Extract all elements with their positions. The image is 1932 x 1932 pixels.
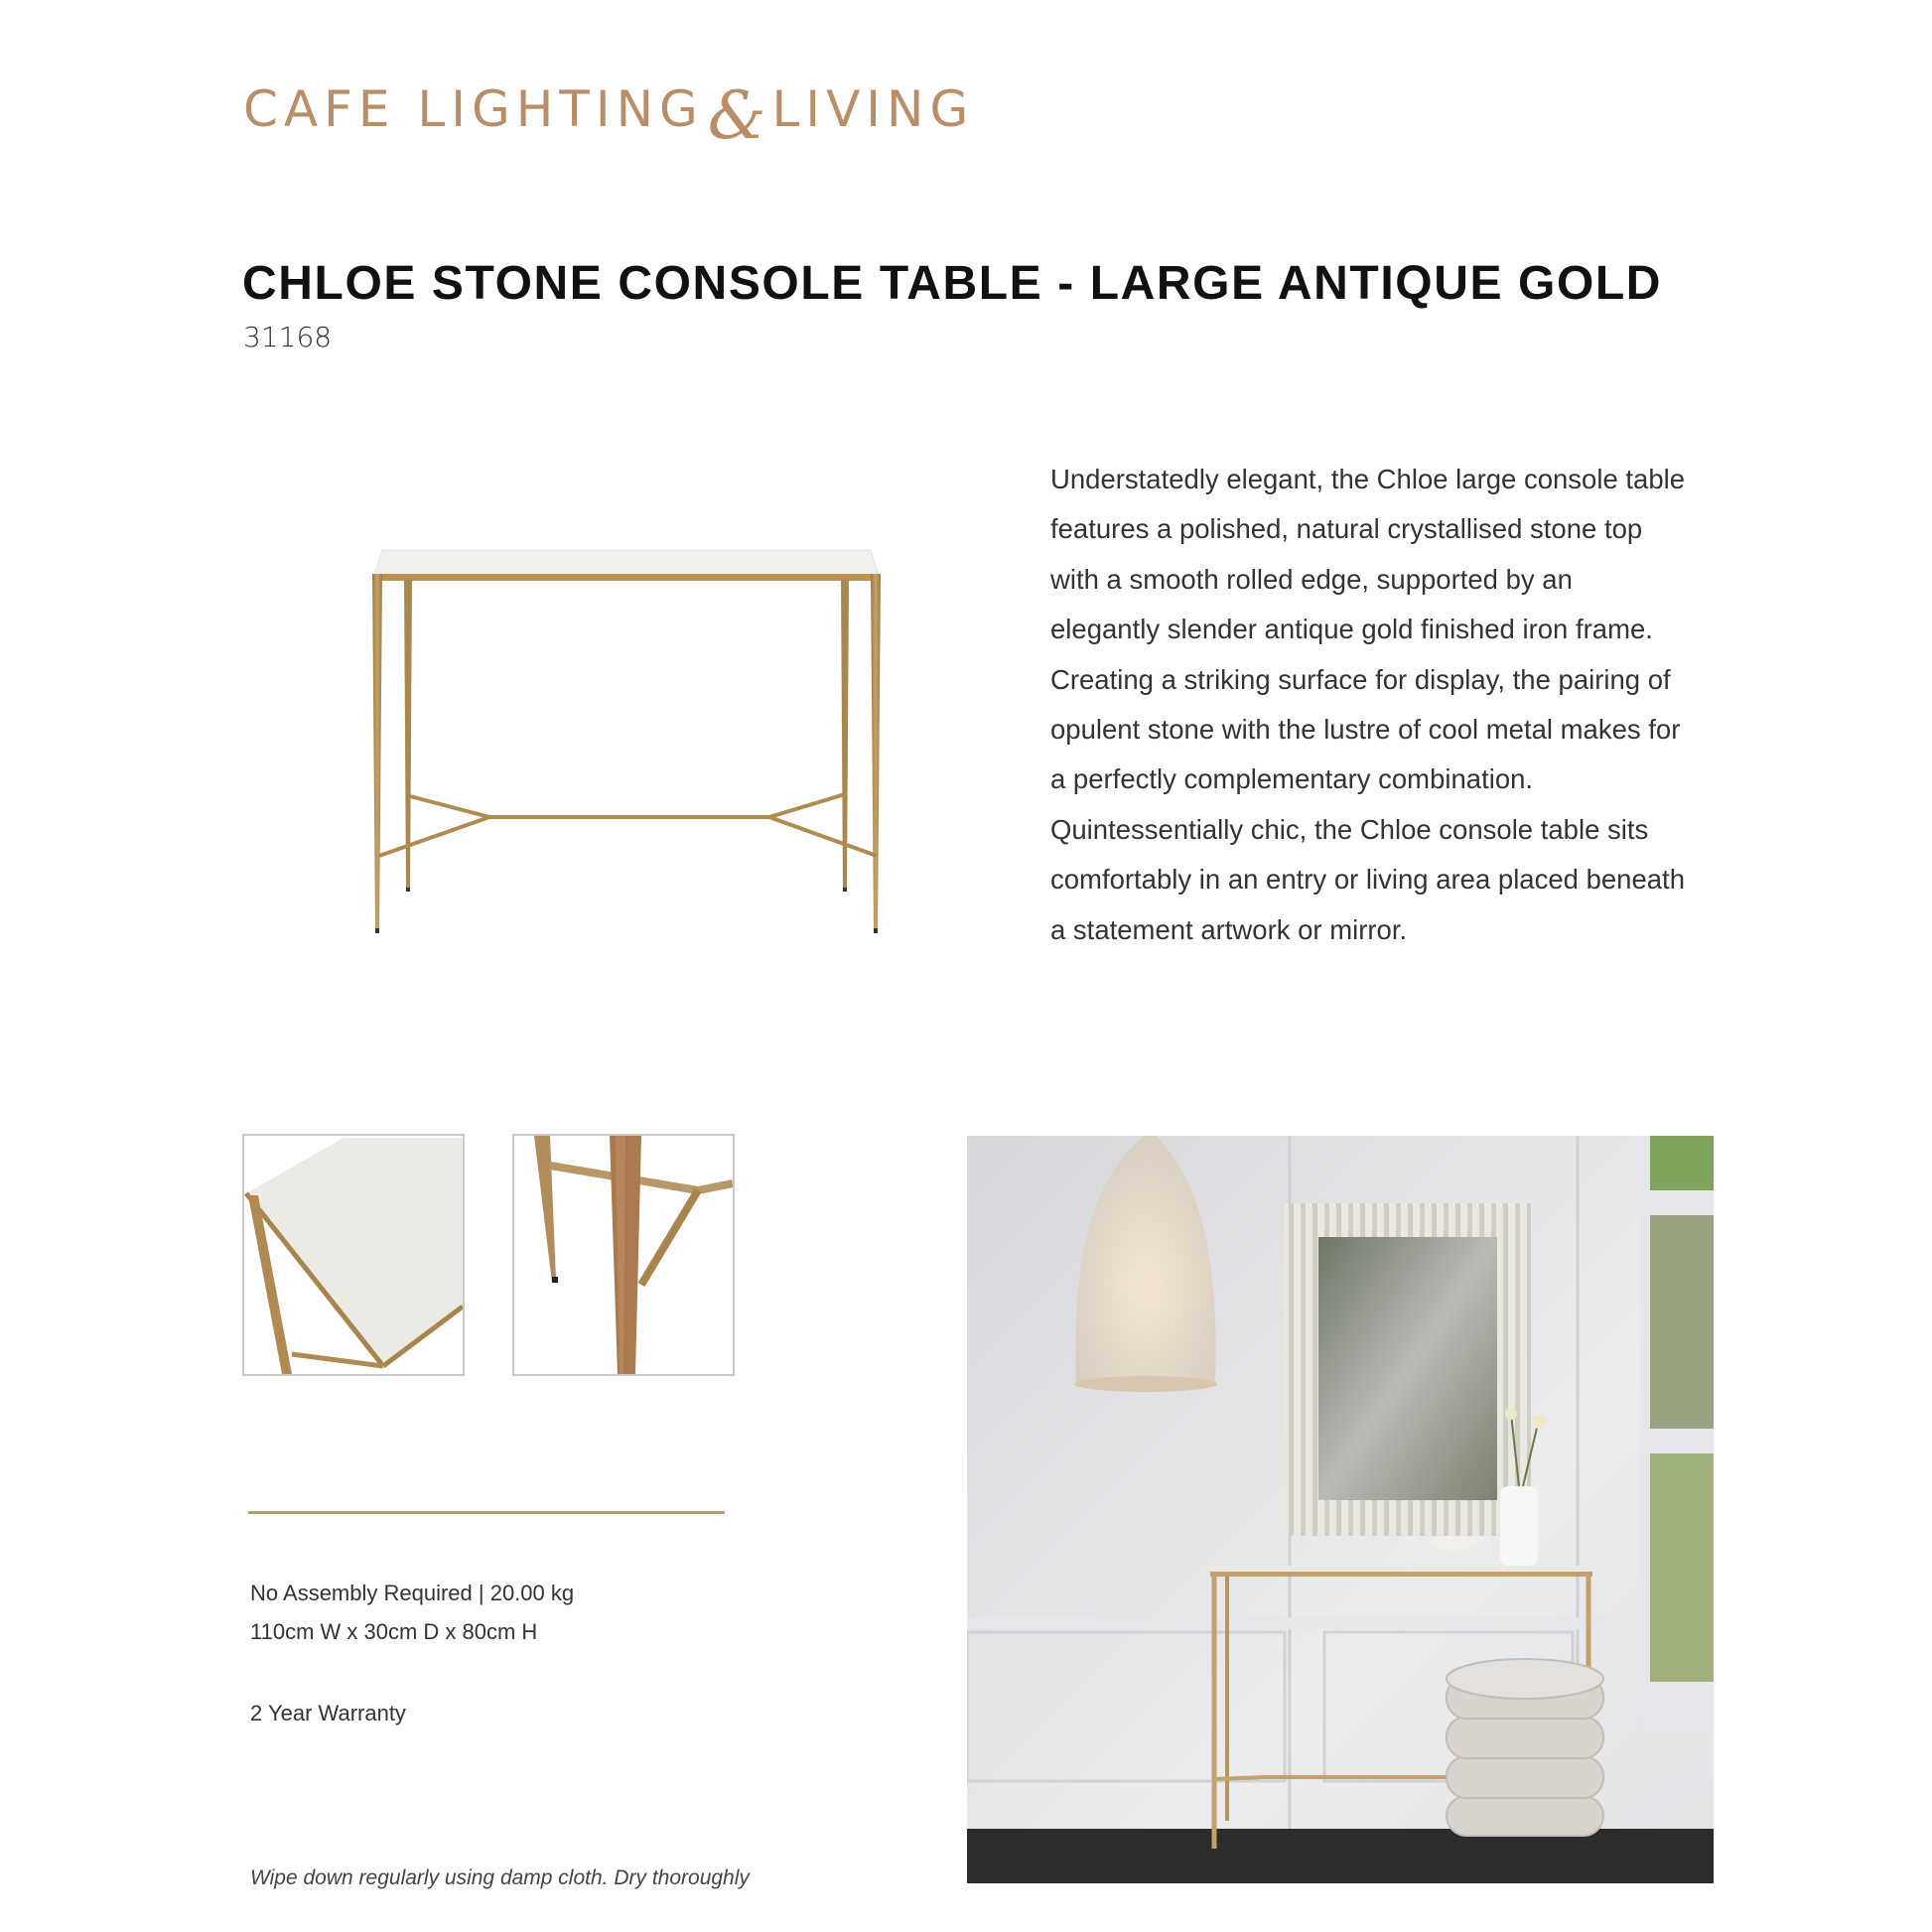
console-table-illustration [352,544,906,936]
logo-text-left: CAFE LIGHTING [243,80,704,138]
logo-ampersand: & [707,76,766,154]
care-instructions: Wipe down regularly using damp cloth. Dry thoroughly [250,1866,750,1889]
spec-warranty: 2 Year Warranty [250,1701,406,1725]
room-scene-illustration [967,1136,1714,1883]
spec-dimensions: 110cm W x 30cm D x 80cm H [250,1619,538,1644]
lifestyle-room-image [967,1136,1714,1883]
product-sku: 31168 [243,321,333,353]
stone-top-detail-image [244,1136,463,1374]
hero-product-image [352,544,906,936]
leg-detail-image [514,1136,733,1374]
thumbnail-stone-top-detail[interactable] [242,1134,465,1376]
product-title: CHLOE STONE CONSOLE TABLE - LARGE ANTIQUE GOLD [242,257,1663,310]
product-description: Understatedly elegant, the Chloe large console table features a polished, natural crystallised stone top with a smooth rolled edge, supported by an elegantly slender antique gold finished iron frame. Creating a striking surface for display, the pairing of opulent stone with the lustre of cool metal makes for a perfectly complementary combination. Quintessentially chic, the Chloe console table sits comfortably in an entry or living area placed beneath a statement artwork or mirror. [1050,464,1686,945]
spec-assembly-weight: No Assembly Required | 20.00 kg [250,1581,575,1605]
logo-text-right: LIVING [771,80,975,138]
brand-logo [243,76,975,154]
thumbnail-leg-detail[interactable] [512,1134,735,1376]
section-divider [248,1511,725,1514]
